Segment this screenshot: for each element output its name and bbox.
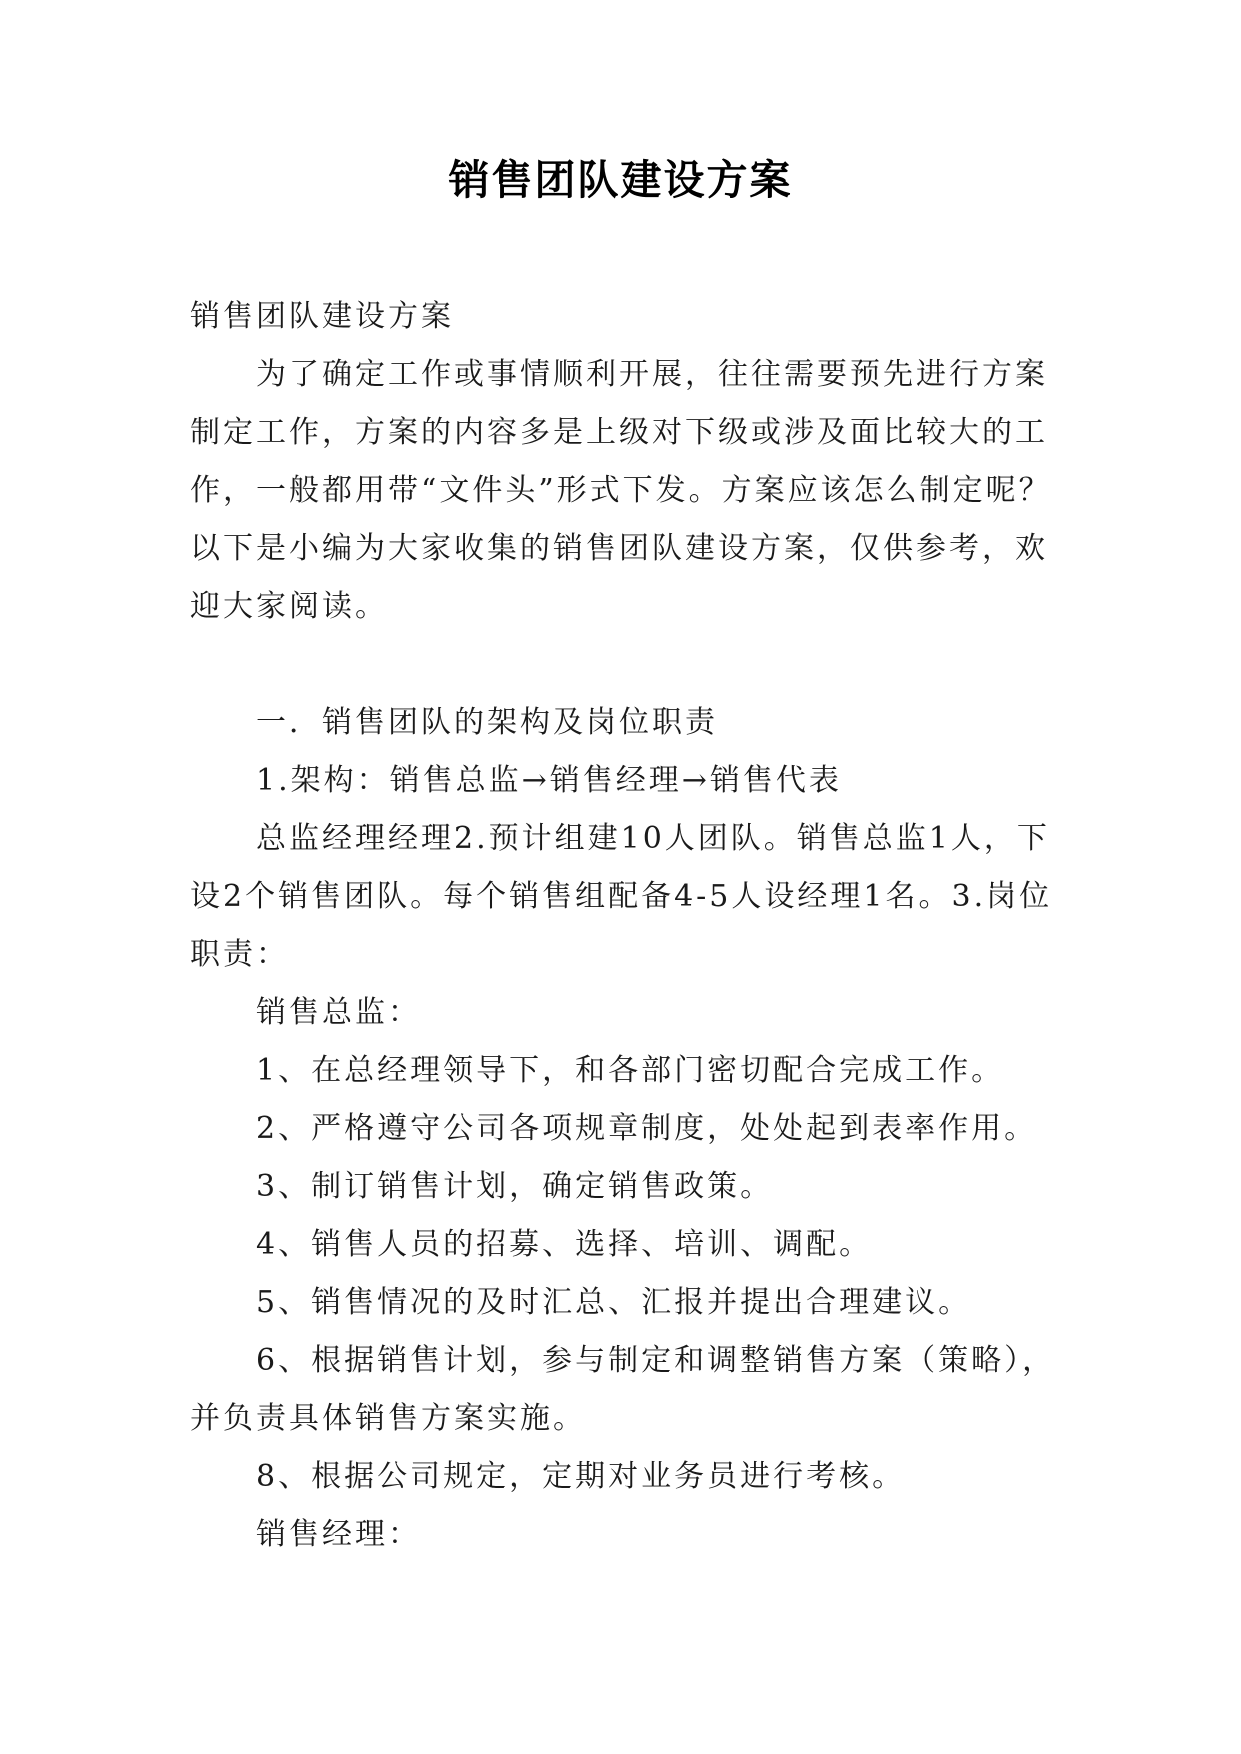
duty-item: 6、根据销售计划，参与制定和调整销售方案（策略），并负责具体销售方案实施。 xyxy=(190,1343,1056,1436)
document-body xyxy=(190,288,1060,1564)
duty-item: 8、根据公司规定，定期对业务员进行考核。 xyxy=(256,1459,906,1494)
team-size-paragraph: 总监经理经理2.预计组建10人团队。销售总监1人，下设2个销售团队。每个销售组配备4-5人设经理1名。3.岗位职责： xyxy=(190,821,1053,972)
structure-paragraph: 1.架构：销售总监→销售经理→销售代表 xyxy=(256,763,842,798)
duty-item: 3、制订销售计划，确定销售政策。 xyxy=(256,1169,774,1204)
duty-item: 5、销售情况的及时汇总、汇报并提出合理建议。 xyxy=(256,1285,972,1320)
section-heading: 一．销售团队的架构及岗位职责 xyxy=(256,705,718,740)
duty-item: 4、销售人员的招募、选择、培训、调配。 xyxy=(256,1227,873,1262)
role-heading-manager: 销售经理： xyxy=(256,1517,421,1552)
paragraph-spacer xyxy=(190,636,1060,694)
duty-item: 2、严格遵守公司各项规章制度，处处起到表率作用。 xyxy=(256,1111,1038,1146)
duty-item: 1、在总经理领导下，和各部门密切配合完成工作。 xyxy=(256,1053,1005,1088)
subtitle-paragraph: 销售团队建设方案 xyxy=(190,299,454,334)
intro-paragraph: 为了确定工作或事情顺利开展，往往需要预先进行方案制定工作，方案的内容多是上级对下级或涉及面比较大的工作，一般都用带“文件头”形式下发。方案应该怎么制定呢？以下是小编为大家收集的销售团队建设方案，仅供参考，欢迎大家阅读。 xyxy=(190,357,1052,624)
document-title: 销售团队建设方案 xyxy=(448,156,793,204)
role-heading-director: 销售总监： xyxy=(256,995,421,1030)
